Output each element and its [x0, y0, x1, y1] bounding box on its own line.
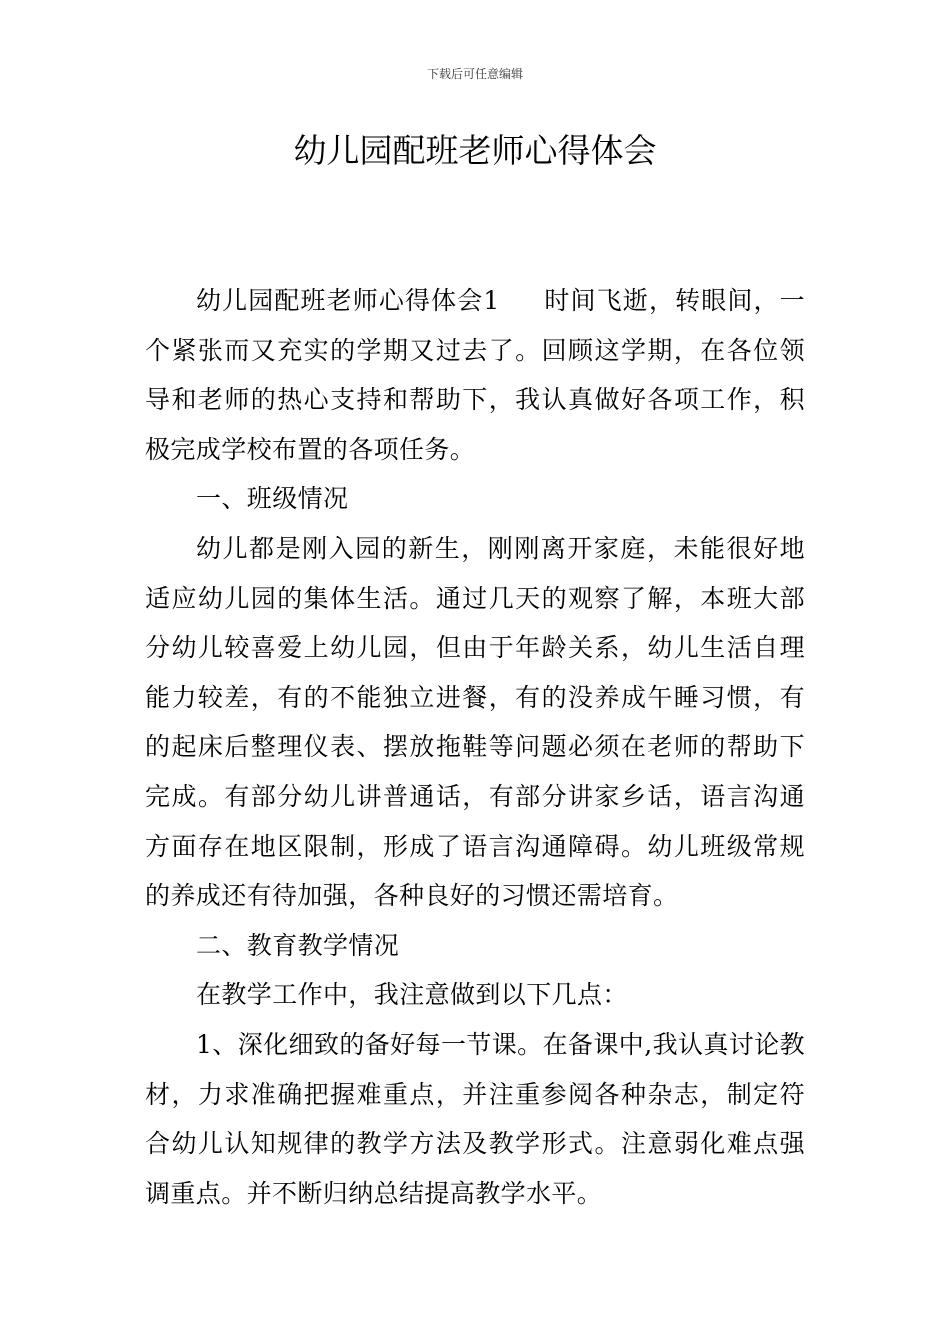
document-title: 幼儿园配班老师心得体会 — [293, 131, 657, 170]
intro-heading: 幼儿园配班老师心得体会1 — [196, 286, 500, 315]
header-note: 下载后可任意编辑 — [426, 67, 523, 81]
section1-paragraph: 幼儿都是刚入园的新生，刚刚离开家庭，未能很好地适应幼儿园的集体生活。通过几天的观察了解，本班大部分幼儿较喜爱上幼儿园，但由于年龄关系，幼儿生活自理能力较差，有的不能独立进餐，有的没养成午睡习惯，有的起床后整理仪表、摆放拖鞋等问题必须在老师的帮助下完成。有部分幼儿讲普通话，有部分讲家乡话，语言沟通方面存在地区限制，形成了语言沟通障碍。幼儿班级常规的养成还有待加强，各种良好的习惯还需培育。 — [145, 533, 805, 911]
point1-paragraph: 1、深化细致的备好每一节课。在备课中,我认真讨论教材，力求准确把握难重点，并注重参阅各种杂志，制定符合幼儿认知规律的教学方法及教学形式。注意弱化难点强调重点。并不断归纳总结提高教学水平。 — [145, 1029, 805, 1208]
intro-text: 时间飞逝，转眼间，一个紧张而又充实的学期又过去了。回顾这学期，在各位领导和老师的热心支持和帮助下，我认真做好各项工作，积极完成学校布置的各项任务。 — [145, 286, 805, 464]
document-body — [145, 276, 805, 1218]
section2-heading: 二、教育教学情况 — [196, 930, 400, 960]
section1-heading: 一、班级情况 — [196, 484, 349, 514]
section2-intro: 在教学工作中，我注意做到以下几点： — [196, 980, 628, 1010]
intro-paragraph — [145, 276, 805, 474]
